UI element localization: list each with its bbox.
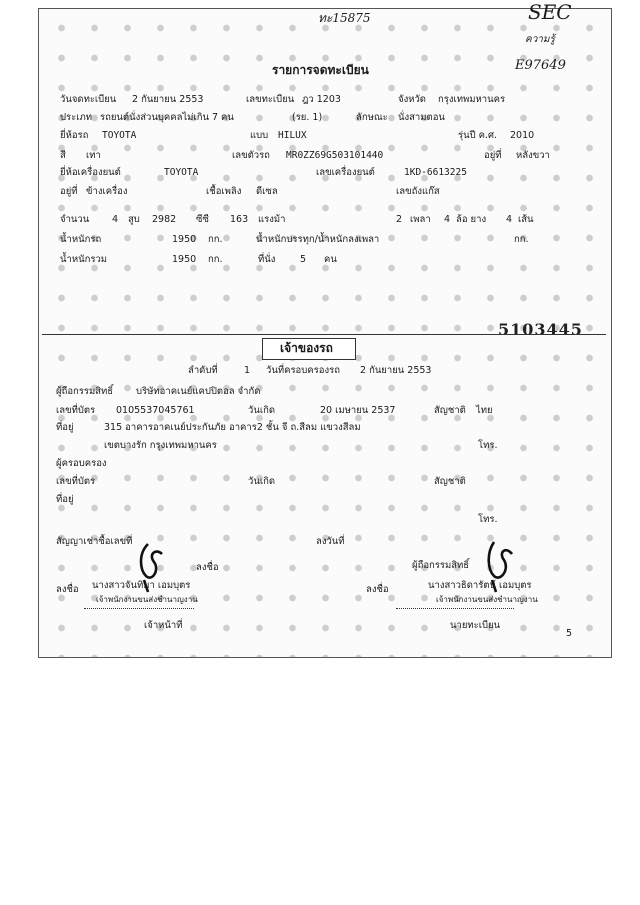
cylinder-label: สูบ [128,214,140,225]
hire-purchase-date-label: ลงวันที่ [316,536,345,547]
engine-no-label: เลขเครื่องยนต์ [316,167,375,178]
axle-label: เพลา [410,214,431,225]
nationality-label: สัญชาติ [434,405,466,416]
reference-number: E97649 [515,58,566,73]
brand-label: ยี่ห้อรถ [60,130,89,141]
right-signer-role: นายทะเบียน [450,620,501,631]
owner-name-value: บริษัทอาคเนย์แคปปิตอล จำกัด [136,386,261,397]
owner-section-title: เจ้าของรถ [280,341,333,355]
tire-label: เส้น [518,214,534,225]
style-value: นั่งสามตอน [398,112,445,123]
id-card-label: เลขที่บัตร [56,405,96,416]
owner-section [42,334,606,655]
order-value: 1 [244,365,251,376]
holder-id-label: เลขที่บัตร [56,476,96,487]
seat-label: ที่นั่ง [258,254,276,265]
color-label: สี [60,150,66,161]
province-value: กรุงเทพมหานคร [438,94,506,105]
reg-date-value: 2 กันยายน 2553 [132,94,204,105]
corner-scribble: SEC [528,0,572,24]
count-value: 4 [112,214,119,225]
left-signer-role: เจ้าหน้าที่ [144,620,183,631]
holder-address-label: ที่อยู่ [56,494,74,505]
plate-label: เลขทะเบียน [246,94,295,105]
vehicle-weight-value: 1950 [172,234,197,245]
year-value: 2010 [510,130,535,141]
kg-unit-2: กก. [514,234,529,245]
owner-sign-label: ผู้ถือกรรมสิทธิ์ [412,560,470,571]
fuel-value: ดีเซล [256,186,278,197]
right-signer-name: นางสาวธิดารัตน์ เอมบุตร [428,580,532,591]
engine-brand-value: TOYOTA [164,167,199,178]
hire-purchase-label: สัญญาเช่าซื้อเลขที่ [56,536,133,547]
sign-label-top: ลงชื่อ [196,562,219,573]
engine-location-label: อยู่ที่ [60,186,78,197]
vehicle-weight-label: น้ำหนักรถ [60,234,102,245]
form-title: รายการจดทะเบียน [272,63,369,77]
type-label: ประเภท [60,112,93,123]
hp-value: 163 [230,214,249,225]
left-sign-line [84,608,194,609]
cc-label: ซีซี [196,214,209,225]
address-label: ที่อยู่ [56,422,74,433]
kg-unit-3: กก. [208,254,223,265]
reg-date-label: วันจดทะเบียน [60,94,117,105]
cc-value: 2982 [152,214,177,225]
engine-location-value: ข้างเครื่อง [86,186,128,197]
id-card-value: 0105537045761 [116,405,195,416]
plate-value: ฎว 1203 [302,94,341,105]
page-number: 5 [566,628,573,639]
brand-value: TOYOTA [102,130,137,141]
seat-value: 5 [300,254,307,265]
right-sign-line [396,608,514,609]
holder-phone-label: โทร. [478,514,498,525]
holder-birth-label: วันเกิด [248,476,275,487]
chassis-value: MR0ZZ69G503101440 [286,150,384,161]
style-label: ลักษณะ [356,112,388,123]
birth-date-label: วันเกิด [248,405,275,416]
type-value: รถยนต์นั่งส่วนบุคคลไม่เกิน 7 คน [100,112,234,123]
left-signer-caption: เจ้าพนักงานขนส่งชำนาญงาน [96,595,198,604]
holder-nationality-label: สัญชาติ [434,476,466,487]
engine-brand-label: ยี่ห้อเครื่องยนต์ [60,167,121,178]
axle-value: 2 [396,214,403,225]
kg-unit-1: กก. [208,234,223,245]
order-label: ลำดับที่ [188,365,218,376]
sign-label-left: ลงชื่อ [56,584,79,595]
tire-value: 4 [506,214,513,225]
engine-no-value: 1KD-6613225 [404,167,467,178]
owner-name-label: ผู้ถือกรรมสิทธิ์ [56,386,114,397]
right-signer-caption: เจ้าพนักงานขนส่งชำนาญงาน [436,595,538,604]
chassis-location-label: อยู่ที่ [484,150,502,161]
wheel-label: ล้อ ยาง [456,214,487,225]
possession-date-value: 2 กันยายน 2553 [360,365,432,376]
phone-label: โทร. [478,440,498,451]
province-label: จังหวัด [398,94,426,105]
wheel-value: 4 [444,214,451,225]
chassis-location-value: หลังขวา [516,150,550,161]
gas-tank-label: เลขถังแก๊ส [396,186,440,197]
hp-label: แรงม้า [258,214,286,225]
chassis-label: เลขตัวรถ [232,150,270,161]
holder-label: ผู้ครอบครอง [56,458,107,469]
address-value-line2: เขตบางรัก กรุงเทพมหานคร [104,440,217,451]
fuel-label: เชื้อเพลิง [206,186,242,197]
gross-weight-value: 1950 [172,254,197,265]
top-right-note: ความรู้ [525,34,555,45]
nationality-value: ไทย [476,405,493,416]
stamp-number: 5103445 [498,320,583,339]
birth-date-value: 20 เมษายน 2537 [320,405,396,416]
address-value: 315 อาคารอาคเนย์ประกันภัย อาคาร2 ชั้น จี ถ.สีลม แขวงสีลม [104,422,361,433]
color-value: เทา [86,150,101,161]
handwritten-top-note: ทะ15875 [318,11,371,25]
gross-weight-label: น้ำหนักรวม [60,254,108,265]
model-label: แบบ [250,130,269,141]
person-label: คน [324,254,337,265]
possession-date-label: วันที่ครอบครองรถ [266,365,340,376]
model-value: HILUX [278,130,307,141]
load-weight-label: น้ำหนักบรรทุก/น้ำหนักลงเพลา [256,234,380,245]
count-label: จำนวน [60,214,90,225]
year-label: รุ่นปี ค.ศ. [458,130,498,141]
type-code: (รย. 1) [292,112,323,123]
sign-label-right: ลงชื่อ [366,584,389,595]
left-signer-name: นางสาวจันทิมา เอมบุตร [92,580,191,591]
